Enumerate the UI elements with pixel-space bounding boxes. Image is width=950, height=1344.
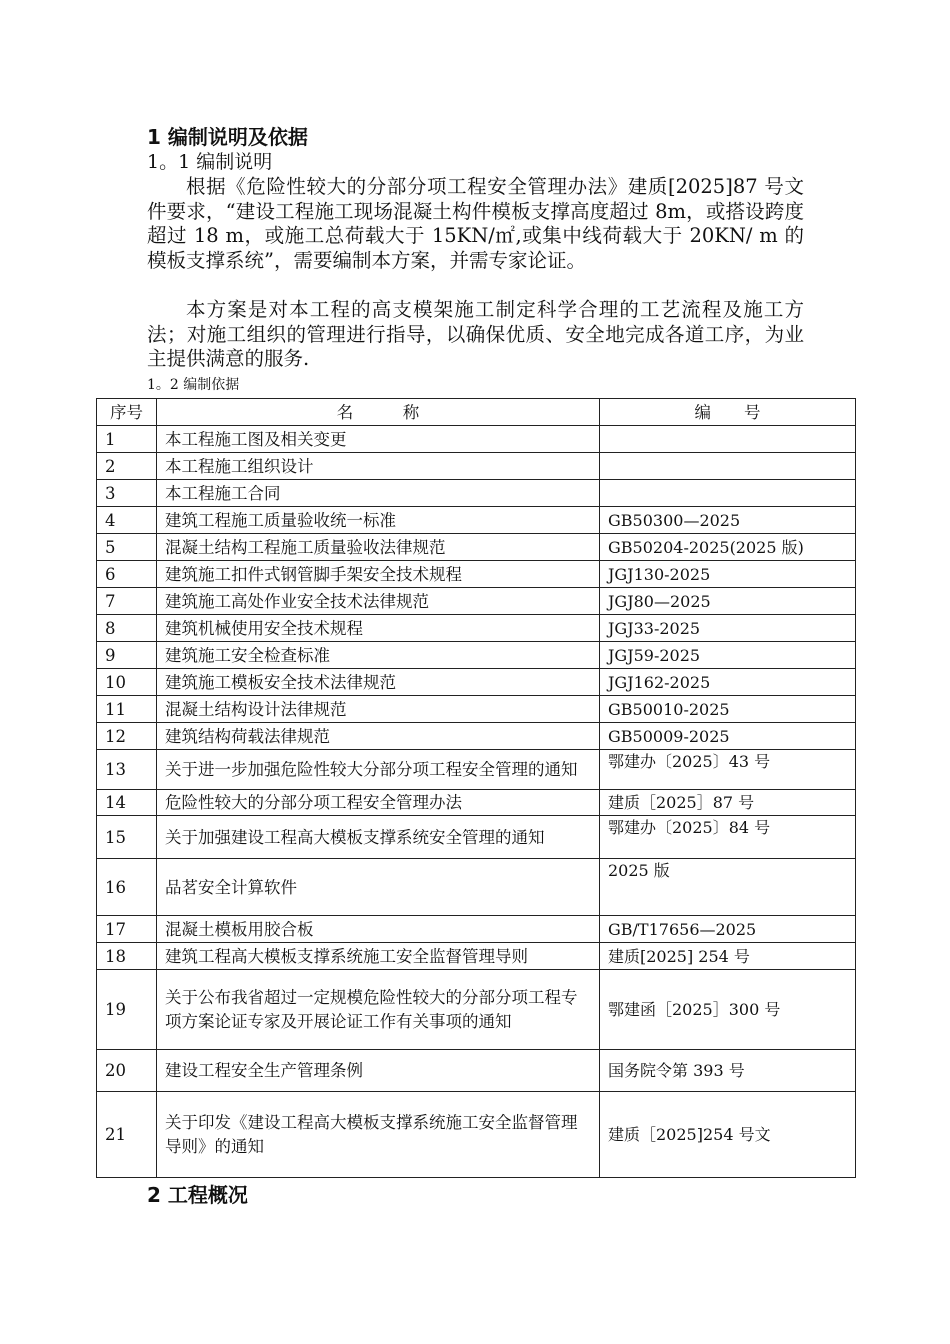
row-name: 建设工程安全生产管理条例 [157, 1050, 600, 1092]
row-number: 13 [97, 750, 157, 790]
table-row [97, 534, 856, 561]
table-row [97, 1050, 856, 1092]
row-code: 鄂建办〔2025〕43 号 [600, 750, 856, 790]
row-name: 建筑施工高处作业安全技术法律规范 [157, 588, 600, 615]
table-row [97, 1092, 856, 1178]
table-row [97, 507, 856, 534]
row-code: 建质［2025]254 号文 [600, 1092, 856, 1178]
row-number: 10 [97, 669, 157, 696]
table-row [97, 588, 856, 615]
row-number: 2 [97, 453, 157, 480]
table-row [97, 642, 856, 669]
row-code: GB50010-2025 [600, 696, 856, 723]
section-1-heading: 1 编制说明及依据 [147, 125, 308, 149]
row-code: JGJ130-2025 [600, 561, 856, 588]
row-number: 3 [97, 480, 157, 507]
row-number: 20 [97, 1050, 157, 1092]
row-number: 1 [97, 426, 157, 453]
row-name: 建筑结构荷载法律规范 [157, 723, 600, 750]
row-name: 关于加强建设工程高大模板支撑系统安全管理的通知 [157, 816, 600, 859]
row-number: 7 [97, 588, 157, 615]
table-row [97, 480, 856, 507]
row-name: 建筑机械使用安全技术规程 [157, 615, 600, 642]
row-name: 混凝土结构工程施工质量验收法律规范 [157, 534, 600, 561]
row-code: GB50300—2025 [600, 507, 856, 534]
paragraph-basis: 根据《危险性较大的分部分项工程安全管理办法》建质[2025]87 号文件要求，“建设工程施工现场混凝土构件模板支撑高度超过 8m，或搭设跨度超过 18 m，或施工总荷载大于 15KN/㎡,或集中线荷载大于 20KN/ m 的模板支撑系统”，需要编制本方案，并需专家论证。 [147, 175, 804, 272]
row-name: 本工程施工组织设计 [157, 453, 600, 480]
row-number: 4 [97, 507, 157, 534]
row-name: 建筑施工扣件式钢管脚手架安全技术规程 [157, 561, 600, 588]
row-name: 建筑施工安全检查标准 [157, 642, 600, 669]
row-code: 国务院令第 393 号 [600, 1050, 856, 1092]
row-name: 本工程施工图及相关变更 [157, 426, 600, 453]
table-row [97, 561, 856, 588]
row-code: 建质[2025] 254 号 [600, 943, 856, 970]
row-number: 14 [97, 790, 157, 816]
row-code: JGJ59-2025 [600, 642, 856, 669]
row-code [600, 426, 856, 453]
row-code [600, 480, 856, 507]
row-name: 建筑工程高大模板支撑系统施工安全监督管理导则 [157, 943, 600, 970]
table-row [97, 723, 856, 750]
table-row [97, 916, 856, 943]
row-code: JGJ162-2025 [600, 669, 856, 696]
row-name: 关于进一步加强危险性较大分部分项工程安全管理的通知 [157, 750, 600, 790]
row-name: 关于公布我省超过一定规模危险性较大的分部分项工程专项方案论证专家及开展论证工作有关事项的通知 [157, 970, 600, 1050]
row-code: 建质［2025］87 号 [600, 790, 856, 816]
table-row [97, 750, 856, 790]
header-number: 序号 [97, 399, 157, 426]
row-number: 21 [97, 1092, 157, 1178]
table-header-row [97, 399, 856, 426]
reference-standards-table [96, 398, 856, 1178]
table-row [97, 426, 856, 453]
row-number: 18 [97, 943, 157, 970]
row-code: GB50204-2025(2025 版) [600, 534, 856, 561]
row-number: 5 [97, 534, 157, 561]
table-row [97, 696, 856, 723]
row-name: 建筑工程施工质量验收统一标准 [157, 507, 600, 534]
row-code: JGJ33-2025 [600, 615, 856, 642]
section-2-heading: 2 工程概况 [147, 1183, 248, 1207]
header-name: 名 称 [157, 399, 600, 426]
table-row [97, 943, 856, 970]
row-number: 16 [97, 859, 157, 916]
row-number: 9 [97, 642, 157, 669]
row-number: 19 [97, 970, 157, 1050]
row-number: 17 [97, 916, 157, 943]
paragraph-purpose: 本方案是对本工程的高支模架施工制定科学合理的工艺流程及施工方法；对施工组织的管理进行指导，以确保优质、安全地完成各道工序，为业主提供满意的服务. [147, 298, 804, 370]
table-row [97, 859, 856, 916]
row-name: 品茗安全计算软件 [157, 859, 600, 916]
row-code: GB50009-2025 [600, 723, 856, 750]
row-name: 关于印发《建设工程高大模板支撑系统施工安全监督管理导则》的通知 [157, 1092, 600, 1178]
section-1-1-heading: 1。1 编制说明 [147, 151, 273, 173]
row-number: 8 [97, 615, 157, 642]
row-number: 6 [97, 561, 157, 588]
row-name: 混凝土结构设计法律规范 [157, 696, 600, 723]
table-row [97, 453, 856, 480]
row-code [600, 453, 856, 480]
row-code: 鄂建函［2025］300 号 [600, 970, 856, 1050]
row-code: JGJ80—2025 [600, 588, 856, 615]
table-row [97, 615, 856, 642]
row-number: 12 [97, 723, 157, 750]
header-code: 编 号 [600, 399, 856, 426]
row-name: 危险性较大的分部分项工程安全管理办法 [157, 790, 600, 816]
row-code: GB/T17656—2025 [600, 916, 856, 943]
table-row [97, 790, 856, 816]
row-code: 2025 版 [600, 859, 856, 916]
row-name: 混凝土模板用胶合板 [157, 916, 600, 943]
row-number: 15 [97, 816, 157, 859]
row-code: 鄂建办〔2025〕84 号 [600, 816, 856, 859]
row-name: 本工程施工合同 [157, 480, 600, 507]
row-name: 建筑施工模板安全技术法律规范 [157, 669, 600, 696]
table-row [97, 669, 856, 696]
section-1-2-heading: 1。2 编制依据 [147, 377, 240, 393]
row-number: 11 [97, 696, 157, 723]
table-row [97, 816, 856, 859]
table-row [97, 970, 856, 1050]
